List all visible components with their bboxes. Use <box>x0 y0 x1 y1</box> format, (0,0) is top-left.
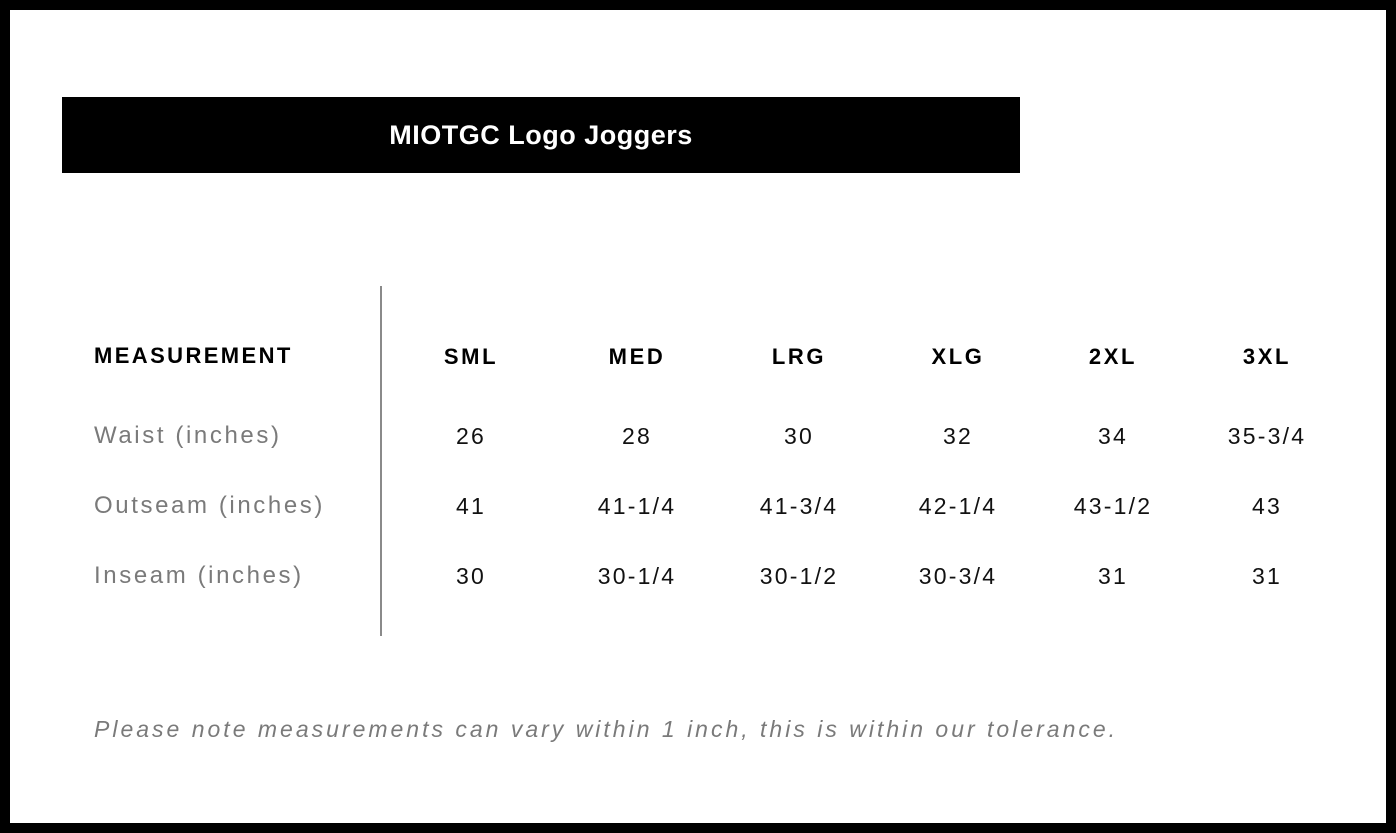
size-header-sml: SML <box>443 344 499 369</box>
size-header-lrg: LRG <box>771 344 827 369</box>
size-chart-card <box>10 10 1386 823</box>
table-cell: 28 <box>622 423 652 449</box>
table-cell: 32 <box>943 423 973 449</box>
table-cell: 31 <box>1252 563 1282 589</box>
tolerance-note: Please note measurements can vary within 1 inch, this is within our tolerance. <box>94 716 1119 742</box>
table-cell: 42-1/4 <box>918 493 998 519</box>
size-header-med: MED <box>608 344 666 369</box>
table-cell: 31 <box>1098 563 1128 589</box>
table-cell: 41-3/4 <box>759 493 839 519</box>
column-divider <box>380 286 382 636</box>
size-header-2xl: 2XL <box>1088 344 1138 369</box>
table-cell: 43-1/2 <box>1073 493 1153 519</box>
table-cell: 30-1/2 <box>759 563 839 589</box>
table-cell: 26 <box>456 423 486 449</box>
table-cell: 30 <box>456 563 486 589</box>
table-cell: 41 <box>456 493 486 519</box>
table-cell: 34 <box>1098 423 1128 449</box>
table-cell: 30-1/4 <box>597 563 677 589</box>
row-label-inseam: Inseam (inches) <box>94 562 304 589</box>
table-cell: 30-3/4 <box>918 563 998 589</box>
table-cell: 41-1/4 <box>597 493 677 519</box>
table-cell: 30 <box>784 423 814 449</box>
table-cell: 43 <box>1252 493 1282 519</box>
measurement-header: MEASUREMENT <box>94 343 293 368</box>
table-cell: 35-3/4 <box>1227 423 1307 449</box>
size-header-xlg: XLG <box>931 344 985 369</box>
row-label-outseam: Outseam (inches) <box>94 492 325 519</box>
size-header-3xl: 3XL <box>1242 344 1292 369</box>
row-label-waist: Waist (inches) <box>94 422 282 449</box>
product-title: MIOTGC Logo Joggers <box>389 120 693 150</box>
title-banner <box>62 97 1020 173</box>
